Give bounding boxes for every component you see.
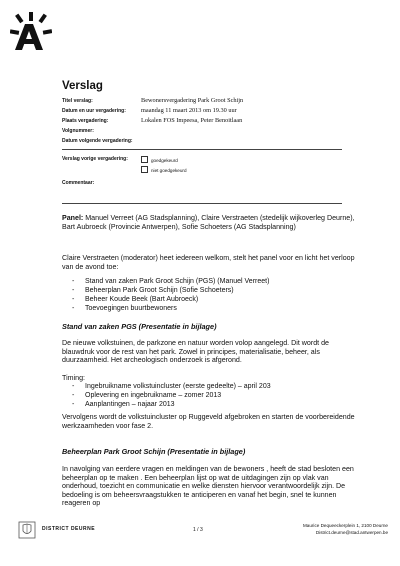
panel-paragraph: [62, 214, 360, 231]
document-title: Verslag: [62, 80, 103, 92]
list-item: - Aanplantingen – najaar 2013: [85, 400, 271, 409]
divider: [62, 203, 342, 204]
meta-row: [62, 97, 362, 107]
body-paragraph: In navolging van eerdere vragen en meldingen van de bewoners , heeft de stad besloten een beheerplan op te maken . Een beheerplan lijst op wat de uitdagingen zijn op vlak van onderhoud, toezicht en communicatie en welke diensten hiervoor verantwoordelijk zijn. De bedoeling is om beheersvraagstukken te anticiperen en vanaf het begin, snel te kunnen reageren op: [62, 465, 354, 508]
agenda-list: [85, 277, 269, 313]
approved-option[interactable]: [141, 156, 178, 163]
panel-text: Manuel Verreet (AG Stadsplanning), Claire Verstraeten (stedelijk wijkoverleg Deurne), Bart Aubroeck (Provincie Antwerpen), Sofie Schoeters (AG Stadsplanning): [62, 214, 355, 231]
divider: [62, 149, 342, 150]
footer-brand: DISTRICT DEURNE: [42, 526, 96, 532]
list-item: - Beheerplan Park Groot Schijn (Sofie Schoeters): [85, 286, 269, 295]
footer-address: Maurice Dequeeckerplein 1, 2100 Deurne: [302, 523, 388, 528]
not-approved-label: niet goedgekeurd: [151, 168, 187, 173]
comment-label: Commentaar:: [62, 180, 95, 186]
meta-row: [62, 127, 362, 137]
not-approved-option[interactable]: [141, 166, 187, 173]
meta-row: [62, 137, 362, 147]
section-heading: Stand van zaken PGS (Presentatie in bijlage): [62, 322, 217, 331]
panel-label: Panel:: [62, 214, 84, 222]
list-item: - Oplevering en ingebruikname – zomer 2013: [85, 391, 271, 400]
previous-meeting-label: Verslag vorige vergadering:: [62, 156, 128, 162]
meta-key: Datum en uur vergadering:: [62, 108, 126, 114]
list-item: - Ingebruikname volkstuincluster (eerste gedeelte) – april 203: [85, 382, 271, 391]
meta-row: [62, 117, 362, 127]
approved-label: goedgekeurd: [151, 158, 178, 163]
meta-key: Volgnummer:: [62, 128, 94, 134]
intro-paragraph: Claire Verstraeten (moderator) heet iedereen welkom, stelt het panel voor en licht het verloop van de avond toe:: [62, 254, 355, 271]
meta-value: Lokalen FOS Impeesa, Peter Benoitlaan: [141, 117, 243, 124]
timing-label: Timing:: [62, 374, 85, 382]
footer-address-block: [303, 522, 388, 536]
footer-email: District.deurne@stad.antwerpen.be: [315, 530, 388, 535]
meta-table: [62, 97, 362, 147]
section-heading: Beheerplan Park Groot Schijn (Presentatie in bijlage): [62, 447, 246, 456]
list-item: - Toevoegingen buurtbewoners: [85, 304, 269, 313]
meta-value: Bewonersvergadering Park Groot Schijn: [141, 97, 244, 104]
meta-row: [62, 107, 362, 117]
meta-value: maandag 11 maart 2013 om 19.30 uur: [141, 107, 237, 114]
timing-list: [85, 382, 271, 409]
list-item: - Stand van zaken Park Groot Schijn (PGS) (Manuel Verreet): [85, 277, 269, 286]
not-approved-checkbox[interactable]: [141, 166, 148, 173]
meta-key: Datum volgende vergadering:: [62, 138, 133, 144]
body-paragraph: Vervolgens wordt de volkstuincluster op Ruggeveld afgebroken en starten de voorbereidende werkzaamheden voor fase 2.: [62, 413, 355, 430]
district-seal-icon: [18, 521, 36, 539]
meta-key: Plaats vergadering:: [62, 118, 109, 124]
antwerpen-logo: [10, 12, 52, 52]
body-paragraph: De nieuwe volkstuinen, de parkzone en natuur worden volop aangelegd. Dit wordt de blauwdruk voor de rest van het park. Zowel in principes, materialisatie, beheer, als duurzaamheid. Het archeologisch onderzoek is afgerond.: [62, 339, 329, 365]
page-number: 1 / 3: [193, 527, 203, 533]
list-item: - Beheer Koude Beek (Bart Aubroeck): [85, 295, 269, 304]
approved-checkbox[interactable]: [141, 156, 148, 163]
meta-key: Titel verslag:: [62, 98, 93, 104]
